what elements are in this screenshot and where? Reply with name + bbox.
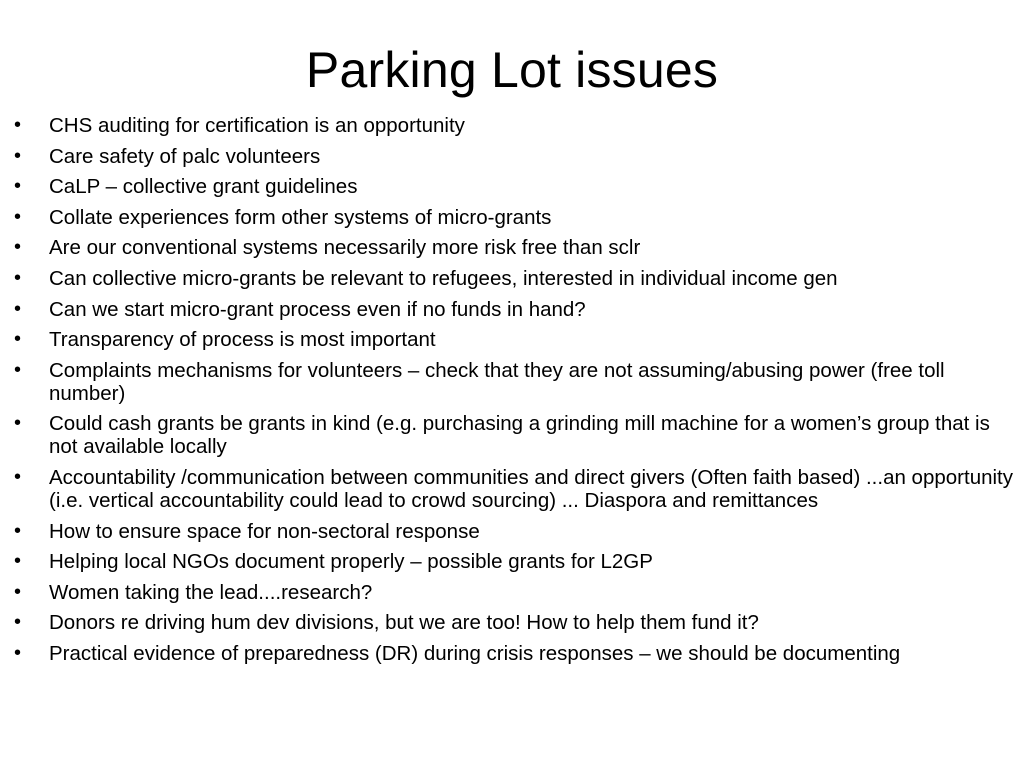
bullet-icon: • [14,236,22,259]
list-item [14,175,1014,198]
list-item [14,412,1014,458]
list-item [14,145,1014,168]
slide-title: Parking Lot issues [305,42,719,98]
list-item [14,611,1014,634]
list-item [14,114,1014,137]
list-item-text: Accountability /communication between communities and direct givers (Often faith based) ...an opportunity (i.e. vertical accountability could lead to crowd sourcing) ... Diaspora and remittances [49,465,1013,512]
list-item-text: Practical evidence of preparedness (DR) during crisis responses – we should be documenting [49,641,901,665]
list-item-text: Care safety of palc volunteers [49,144,321,168]
list-item-text: Women taking the lead....research? [49,580,373,604]
bullet-icon: • [14,519,22,542]
list-item [14,581,1014,604]
list-item [14,298,1014,321]
list-item-text: Collate experiences form other systems of micro-grants [49,205,552,229]
list-item-text: Could cash grants be grants in kind (e.g. purchasing a grinding mill machine for a women’s group that is not available locally [49,412,990,459]
bullet-icon: • [14,144,22,167]
list-item-text: How to ensure space for non-sectoral response [49,519,480,543]
bullet-icon: • [14,358,22,381]
bullet-icon: • [14,297,22,320]
list-item [14,328,1014,351]
bullet-icon: • [14,641,22,664]
bullet-icon: • [14,550,22,573]
list-item [14,267,1014,290]
bullet-icon: • [14,328,22,351]
bullet-icon: • [14,412,22,435]
list-item-text: Transparency of process is most important [49,328,436,352]
bullet-icon: • [14,465,22,488]
list-item [14,236,1014,259]
list-item-text: Can we start micro-grant process even if no funds in hand? [49,297,586,321]
bullet-icon: • [14,175,22,198]
list-item-text: Donors re driving hum dev divisions, but we are too! How to help them fund it? [49,611,759,635]
bullet-icon: • [14,611,22,634]
bullet-icon: • [14,205,22,228]
bullet-icon: • [14,266,22,289]
list-item-text: CaLP – collective grant guidelines [49,175,358,199]
list-item [14,206,1014,229]
list-item [14,642,1014,665]
bullet-list [14,114,1014,673]
list-item-text: Complaints mechanisms for volunteers – check that they are not assuming/abusing power (free toll number) [49,358,945,405]
list-item [14,520,1014,543]
list-item-text: Can collective micro-grants be relevant to refugees, interested in individual income gen [49,266,838,290]
list-item-text: CHS auditing for certification is an opportunity [49,114,465,137]
bullet-icon: • [14,114,22,136]
bullet-icon: • [14,580,22,603]
list-item-text: Helping local NGOs document properly – possible grants for L2GP [49,550,653,574]
list-item [14,359,1014,405]
list-item [14,550,1014,573]
list-item-text: Are our conventional systems necessarily more risk free than sclr [49,236,641,260]
list-item [14,466,1014,512]
